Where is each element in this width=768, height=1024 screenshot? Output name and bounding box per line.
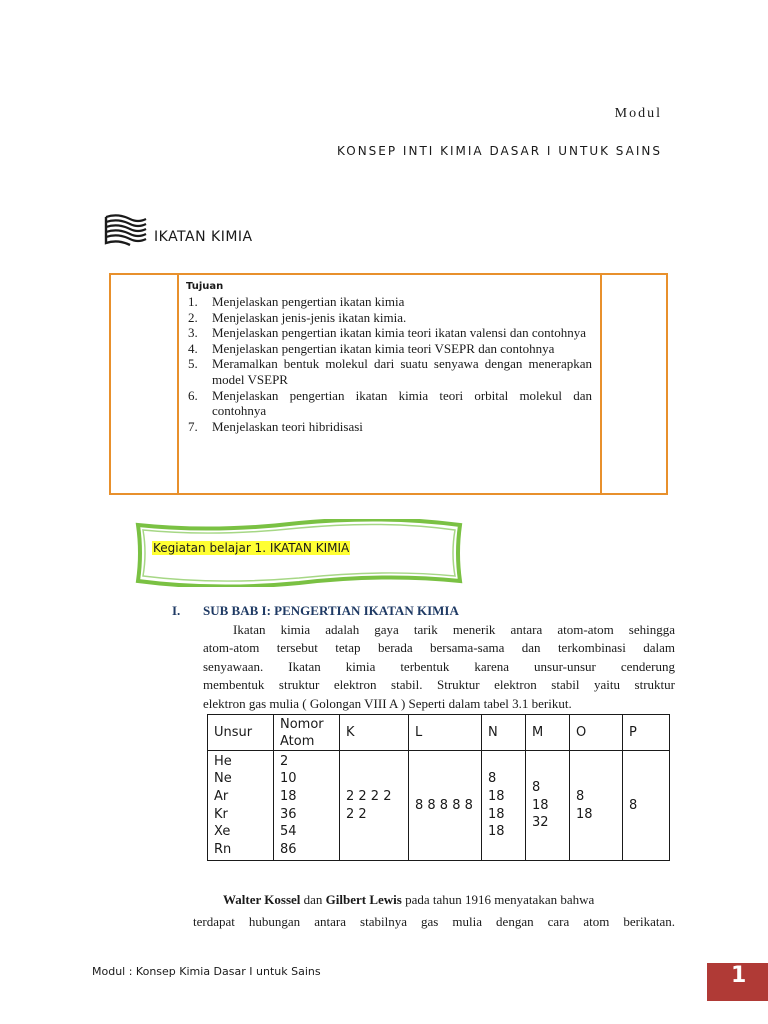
objective-item: 6. Menjelaskan pengertian ikatan kimia teori orbital molekul dan contohnya [188,387,592,419]
objective-item: 5. Meramalkan bentuk molekul dari suatu senyawa dengan menerapkan model VSEPR [188,356,592,387]
table-cell-k: 2 2 2 2 2 2 [340,751,409,861]
table-header-cell: P [623,715,670,751]
table-cell-unsur: He Ne Ar Kr Xe Rn [208,751,274,861]
objectives-box-divider-left [177,275,179,493]
table-header-cell: Nomor Atom [274,715,340,751]
objective-item: 3. Menjelaskan pengertian ikatan kimia teori ikatan valensi dan contohnya [188,325,586,341]
noble-gas-table [207,714,670,861]
table-cell-o: 8 18 [570,751,623,861]
section-paragraph: Ikatan kimia adalah gaya tarik menerik antara atom-atom sehingga atom-atom tersebut tetap berada bersama-sama dan terkombinasi dalam senyawaan. Ikatan kimia terbentuk karena unsur-unsur cenderung membentuk struktur elektron stabil. Struktur elektron stabil yaitu struktur elektron gas mulia ( Golongan VIII A ) Seperti dalam tabel 3.1 berikut. [203,622,675,711]
table-header-cell: O [570,715,623,751]
table-header-cell: K [340,715,409,751]
table-cell-m: 8 18 32 [526,751,570,861]
objective-item: 1. Menjelaskan pengertian ikatan kimia [188,294,405,309]
objectives-label: Tujuan [186,281,224,292]
name-kossel: Walter Kossel [223,892,301,907]
paragraph-line: Walter Kossel dan Gilbert Lewis pada tahun 1916 menyatakan bahwa [223,892,595,907]
objective-item: 2. Menjelaskan jenis-jenis ikatan kimia. [188,309,407,325]
table-cell-l: 8 8 8 8 8 [409,751,482,861]
table-cell-n: 8 18 18 18 [482,751,526,861]
section-number: I. [172,603,181,618]
objectives-box-divider-right [600,275,602,493]
name-lewis: Gilbert Lewis [325,892,402,907]
page-number-underline [707,999,768,1001]
book-pages-icon [104,213,148,247]
table-cell-nomor-atom: 2 10 18 36 54 86 [274,751,340,861]
table-header-cell: M [526,715,570,751]
module-subtitle: KONSEP INTI KIMIA DASAR I UNTUK SAINS [337,144,662,158]
table-header-row [208,715,670,751]
section-title: SUB BAB I: PENGERTIAN IKATAN KIMIA [203,603,459,618]
table-header-cell: L [409,715,482,751]
table-header-cell: N [482,715,526,751]
module-label: Modul [614,106,662,121]
objectives-list [186,294,592,434]
chapter-title: IKATAN KIMIA [154,229,253,245]
table-header-cell: Unsur [208,715,274,751]
objective-item: 7. Menjelaskan teori hibridisasi [188,418,363,434]
kegiatan-title: Kegiatan belajar 1. IKATAN KIMIA [153,541,350,555]
table-cell-p: 8 [623,751,670,861]
kossel-lewis-paragraph [193,889,675,933]
paragraph-line: terdapat hubungan antara stabilnya gas mulia dengan cara atom berikatan. [193,914,675,929]
page-number: 1 [731,963,747,988]
footer-text: Modul : Konsep Kimia Dasar I untuk Sains [92,965,321,978]
objective-item: 4. Menjelaskan pengertian ikatan kimia teori VSEPR dan contohnya [188,340,555,356]
table-row [208,751,670,861]
